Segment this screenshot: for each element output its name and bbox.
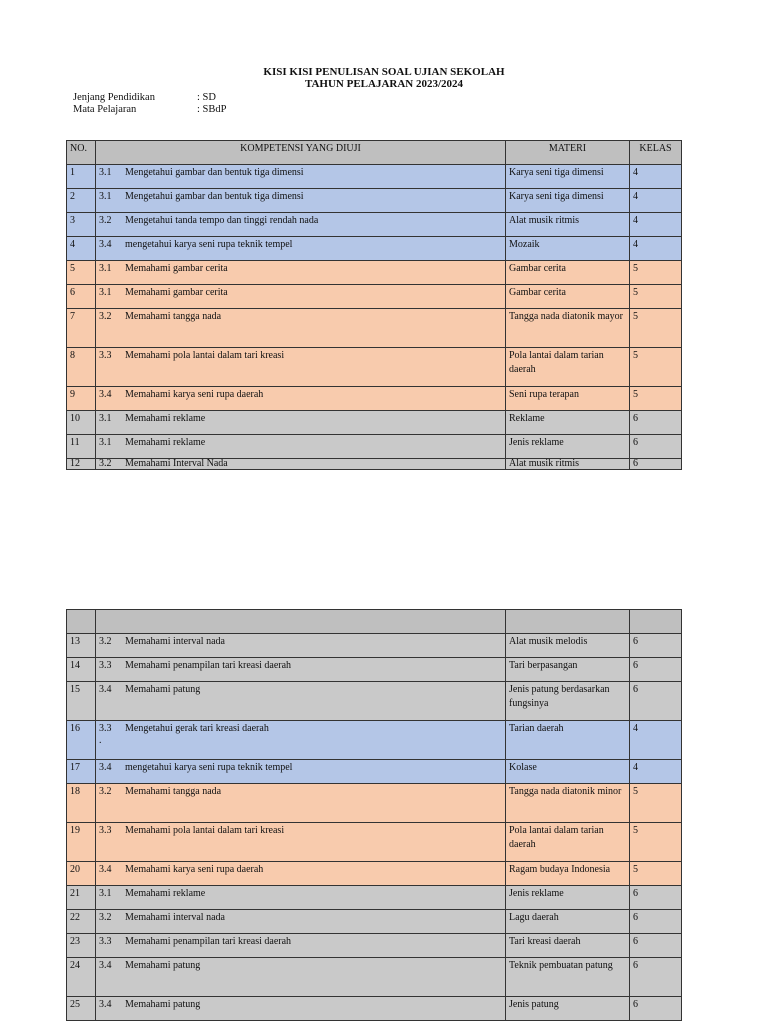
- jenjang-value: : SD: [197, 92, 216, 103]
- kompetensi-text: Mengetahui gambar dan bentuk tiga dimensi: [125, 191, 304, 202]
- row-number: 21: [67, 886, 96, 910]
- kelas-cell: 4: [630, 213, 682, 237]
- header-kompetensi: KOMPETENSI YANG DIUJI: [96, 141, 506, 165]
- kd-code: 3.3: [99, 350, 112, 361]
- kd-code: 3.4: [99, 762, 112, 773]
- table-row: [67, 934, 682, 958]
- kompetensi-cell: [96, 213, 506, 237]
- materi-cell: Seni rupa terapan: [506, 387, 630, 411]
- kd-code: 3.4: [99, 389, 112, 400]
- kelas-cell: 5: [630, 348, 682, 387]
- kelas-cell: 5: [630, 261, 682, 285]
- kelas-cell: 6: [630, 997, 682, 1021]
- kompetensi-cell: [96, 634, 506, 658]
- materi-cell: Alat musik melodis: [506, 634, 630, 658]
- kompetensi-text: Memahami tangga nada: [125, 786, 222, 797]
- table-row: [67, 189, 682, 213]
- kompetensi-text: Memahami patung: [125, 999, 201, 1010]
- kelas-cell: 6: [630, 682, 682, 721]
- kelas-cell: 4: [630, 760, 682, 784]
- table-row: [67, 760, 682, 784]
- kompetensi-cell: [96, 411, 506, 435]
- row-number: 14: [67, 658, 96, 682]
- kelas-cell: 5: [630, 285, 682, 309]
- table-row: [67, 910, 682, 934]
- kompetensi-cell: [96, 721, 506, 760]
- table-row: [67, 997, 682, 1021]
- kelas-cell: 6: [630, 435, 682, 459]
- table-row: [67, 823, 682, 862]
- row-number: 6: [67, 285, 96, 309]
- kompetensi-text: Memahami penampilan tari kreasi daerah: [125, 660, 292, 671]
- kompetensi-cell: [96, 682, 506, 721]
- materi-cell: Tangga nada diatonik minor: [506, 784, 630, 823]
- kd-code: 3.4: [99, 960, 112, 971]
- kompetensi-text: Memahami gambar cerita: [125, 263, 228, 274]
- kelas-cell: 6: [630, 886, 682, 910]
- kompetensi-text: Memahami pola lantai dalam tari kreasi: [125, 825, 285, 836]
- kd-code: 3.3: [99, 723, 112, 734]
- row-number: 12: [67, 459, 96, 470]
- kelas-cell: 5: [630, 309, 682, 348]
- kompetensi-cell: [96, 658, 506, 682]
- row-number: 11: [67, 435, 96, 459]
- row-number: 10: [67, 411, 96, 435]
- table-row: [67, 213, 682, 237]
- header-no: NO.: [67, 141, 96, 165]
- kd-code: 3.2: [99, 311, 112, 322]
- kelas-cell: 6: [630, 411, 682, 435]
- materi-cell: Teknik pembuatan patung: [506, 958, 630, 997]
- kompetensi-text: Memahami reklame: [125, 437, 206, 448]
- table-row: [67, 682, 682, 721]
- kelas-cell: 6: [630, 658, 682, 682]
- kompetensi-text: Mengetahui gambar dan bentuk tiga dimensi: [125, 167, 304, 178]
- kd-code: 3.3: [99, 660, 112, 671]
- kd-code: 3.2: [99, 458, 112, 469]
- kompetensi-cell: [96, 886, 506, 910]
- materi-cell: Jenis reklame: [506, 886, 630, 910]
- materi-cell: Tarian daerah: [506, 721, 630, 760]
- kompetensi-text: Mengetahui gerak tari kreasi daerah: [125, 723, 269, 734]
- materi-cell: Alat musik ritmis: [506, 459, 630, 470]
- kompetensi-text: mengetahui karya seni rupa teknik tempel: [125, 239, 293, 250]
- table-row: [67, 721, 682, 760]
- kompetensi-cell: [96, 997, 506, 1021]
- mapel-label: Mata Pelajaran: [73, 104, 137, 115]
- table-row: [67, 411, 682, 435]
- table-row: [67, 784, 682, 823]
- table-row: [67, 862, 682, 886]
- table-row: [67, 886, 682, 910]
- row-number: 15: [67, 682, 96, 721]
- document-subtitle: TAHUN PELAJARAN 2023/2024: [304, 78, 464, 90]
- kompetensi-text: Memahami tangga nada: [125, 311, 222, 322]
- table-row: [67, 165, 682, 189]
- kompetensi-text: mengetahui karya seni rupa teknik tempel: [125, 762, 293, 773]
- kelas-cell: 6: [630, 634, 682, 658]
- kd-code: 3.4: [99, 684, 112, 695]
- materi-cell: Tari kreasi daerah: [506, 934, 630, 958]
- materi-cell: Karya seni tiga dimensi: [506, 189, 630, 213]
- header-materi: MATERI: [506, 141, 630, 165]
- kompetensi-text: Memahami karya seni rupa daerah: [125, 864, 264, 875]
- kompetensi-text: Memahami gambar cerita: [125, 287, 228, 298]
- kd-code: 3.1: [99, 888, 112, 899]
- kompetensi-cell: [96, 309, 506, 348]
- row-number: 13: [67, 634, 96, 658]
- kd-code: 3.2: [99, 786, 112, 797]
- row-number: 1: [67, 165, 96, 189]
- kisi-table-1: [66, 140, 682, 470]
- materi-cell: Kolase: [506, 760, 630, 784]
- kompetensi-text: Memahami interval nada: [125, 912, 225, 923]
- materi-cell: Mozaik: [506, 237, 630, 261]
- document-title: KISI KISI PENULISAN SOAL UJIAN SEKOLAH: [263, 66, 505, 78]
- kd-code: 3.4: [99, 999, 112, 1010]
- kelas-cell: 6: [630, 934, 682, 958]
- header-cell: [630, 610, 682, 634]
- kelas-cell: 4: [630, 165, 682, 189]
- kompetensi-text: Memahami karya seni rupa daerah: [125, 389, 264, 400]
- kompetensi-cell: [96, 189, 506, 213]
- kompetensi-cell: [96, 387, 506, 411]
- header-cell: [506, 610, 630, 634]
- materi-cell: Reklame: [506, 411, 630, 435]
- kompetensi-text: Memahami Interval Nada: [125, 458, 228, 469]
- kelas-cell: 6: [630, 910, 682, 934]
- row-number: 7: [67, 309, 96, 348]
- kd-code: 3.2: [99, 215, 112, 226]
- materi-cell: Jenis patung berdasarkan fungsinya: [506, 682, 630, 721]
- kompetensi-text: Memahami interval nada: [125, 636, 225, 647]
- materi-cell: Karya seni tiga dimensi: [506, 165, 630, 189]
- table-header-row-empty: [67, 610, 682, 634]
- materi-cell: Jenis reklame: [506, 435, 630, 459]
- header-kelas: KELAS: [630, 141, 682, 165]
- kompetensi-cell: [96, 237, 506, 261]
- mapel-value: : SBdP: [197, 104, 227, 115]
- header-cell: [67, 610, 96, 634]
- table-header-row: [67, 141, 682, 165]
- kd-code: 3.1: [99, 191, 112, 202]
- row-number: 4: [67, 237, 96, 261]
- kompetensi-cell: [96, 934, 506, 958]
- materi-cell: Pola lantai dalam tarian daerah: [506, 348, 630, 387]
- materi-cell: Tari berpasangan: [506, 658, 630, 682]
- kd-code: 3.1: [99, 437, 112, 448]
- row-number: 3: [67, 213, 96, 237]
- row-number: 9: [67, 387, 96, 411]
- kompetensi-text: Memahami reklame: [125, 413, 206, 424]
- meta-mapel: [73, 103, 226, 116]
- kd-code: 3.2: [99, 636, 112, 647]
- kompetensi-cell: [96, 958, 506, 997]
- row-number: 5: [67, 261, 96, 285]
- kompetensi-cell: [96, 285, 506, 309]
- kelas-cell: 5: [630, 862, 682, 886]
- kompetensi-cell: [96, 910, 506, 934]
- kelas-cell: 4: [630, 189, 682, 213]
- kompetensi-text: Memahami penampilan tari kreasi daerah: [125, 936, 292, 947]
- kompetensi-text: Memahami patung: [125, 684, 201, 695]
- kelas-cell: 4: [630, 721, 682, 760]
- kelas-cell: 6: [630, 958, 682, 997]
- materi-cell: Tangga nada diatonik mayor: [506, 309, 630, 348]
- kompetensi-cell: [96, 165, 506, 189]
- table-row: [67, 459, 682, 470]
- table-row: [67, 387, 682, 411]
- table-row: [67, 237, 682, 261]
- row-number: 23: [67, 934, 96, 958]
- kompetensi-cell: [96, 459, 506, 470]
- kompetensi-text: Mengetahui tanda tempo dan tinggi rendah nada: [125, 215, 319, 226]
- kd-code: 3.3: [99, 936, 112, 947]
- kd-code: 3.1: [99, 287, 112, 298]
- kompetensi-cell: [96, 784, 506, 823]
- kelas-cell: 5: [630, 387, 682, 411]
- kd-code: 3.4: [99, 864, 112, 875]
- row-number: 24: [67, 958, 96, 997]
- table-row: [67, 261, 682, 285]
- materi-cell: Pola lantai dalam tarian daerah: [506, 823, 630, 862]
- table-row: [67, 634, 682, 658]
- kelas-cell: 4: [630, 237, 682, 261]
- kompetensi-cell: [96, 760, 506, 784]
- materi-cell: Gambar cerita: [506, 261, 630, 285]
- kd-code: 3.1: [99, 413, 112, 424]
- jenjang-label: Jenjang Pendidikan: [73, 92, 155, 103]
- kd-code: 3.2: [99, 912, 112, 923]
- table-row: [67, 309, 682, 348]
- row-number: 2: [67, 189, 96, 213]
- row-number: 18: [67, 784, 96, 823]
- table-row: [67, 658, 682, 682]
- table-row: [67, 435, 682, 459]
- kompetensi-cell: [96, 348, 506, 387]
- kelas-cell: 6: [630, 459, 682, 470]
- kelas-cell: 5: [630, 784, 682, 823]
- kelas-cell: 5: [630, 823, 682, 862]
- header-cell: [96, 610, 506, 634]
- materi-cell: Gambar cerita: [506, 285, 630, 309]
- row-number: 16: [67, 721, 96, 760]
- kompetensi-cell: [96, 862, 506, 886]
- kd-code: 3.4: [99, 239, 112, 250]
- row-number: 17: [67, 760, 96, 784]
- materi-cell: Lagu daerah: [506, 910, 630, 934]
- row-number: 22: [67, 910, 96, 934]
- kd-code: 3.3: [99, 825, 112, 836]
- kd-code: 3.1: [99, 263, 112, 274]
- table-row: [67, 285, 682, 309]
- table-row: [67, 958, 682, 997]
- row-number: 19: [67, 823, 96, 862]
- kompetensi-text: Memahami reklame: [125, 888, 206, 899]
- kompetensi-extra: .: [99, 735, 102, 746]
- kisi-table-2: [66, 609, 682, 1021]
- row-number: 25: [67, 997, 96, 1021]
- kompetensi-cell: [96, 435, 506, 459]
- kd-code: 3.1: [99, 167, 112, 178]
- materi-cell: Ragam budaya Indonesia: [506, 862, 630, 886]
- materi-cell: Jenis patung: [506, 997, 630, 1021]
- table-row: [67, 348, 682, 387]
- row-number: 8: [67, 348, 96, 387]
- kompetensi-cell: [96, 823, 506, 862]
- kompetensi-text: Memahami pola lantai dalam tari kreasi: [125, 350, 285, 361]
- materi-cell: Alat musik ritmis: [506, 213, 630, 237]
- kompetensi-text: Memahami patung: [125, 960, 201, 971]
- row-number: 20: [67, 862, 96, 886]
- kompetensi-cell: [96, 261, 506, 285]
